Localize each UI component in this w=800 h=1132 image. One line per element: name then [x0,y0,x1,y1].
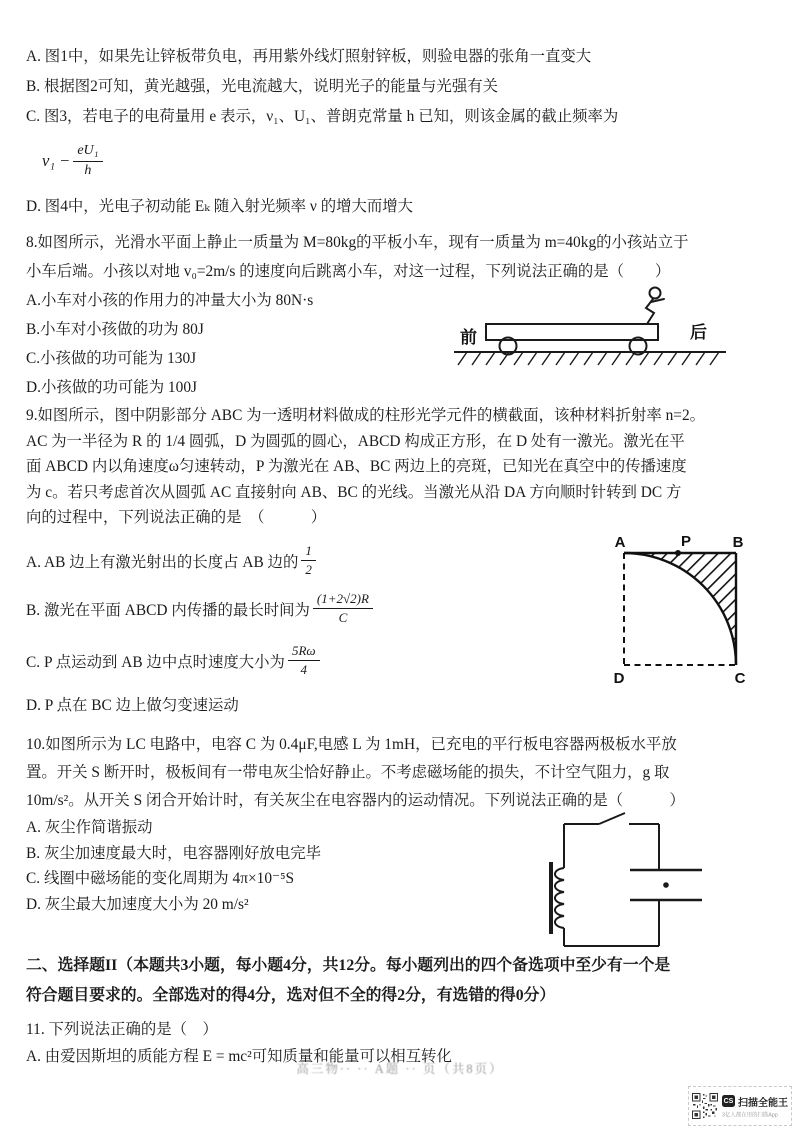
q9-option-a-numerator: 1 [301,544,316,561]
qr-code-icon [692,1093,718,1119]
q9-option-c-numerator: 5Rω [288,644,320,661]
q9-option-c-text: C. P 点运动到 AB 边中点时速度大小为 [26,653,285,671]
q11-stem: 11. 下列说法正确的是（ ） [26,1021,218,1038]
camscanner-logo-icon: CS [722,1095,735,1107]
hatched-lens-region [624,553,736,665]
q7-formula-denominator: h [84,162,92,178]
q9-option-d: D. P 点在 BC 边上做匀变速运动 [26,696,239,714]
q10-option-d: D. 灰尘最大加速度大小为 20 m/s² [26,895,249,913]
q11-option-a: A. 由爱因斯坦的质能方程 E = mc²可知质量和能量可以相互转化 [26,1048,452,1065]
switch-blade [599,813,625,824]
q7-formula-prefix: ν₁ − [42,151,71,170]
dust-particle-dot [663,882,669,888]
q8-stem-line-2: 小车后端。小孩以对地 v₀=2m/s 的速度向后跳离小车，对这一过程，下列说法正确的是（ ） [26,263,671,280]
q9-stem-line-4: 为 c。若只考虑首次从圆弧 AC 直接射向 AB、BC 的光线。当激光从沿 DA 方向顺时针转到 DC 方 [26,483,682,501]
q9-stem-line-3: 面 ABCD 内以角速度ω匀速转动，P 为激光在 AB、BC 两边上的亮斑，已知光在真空中的传播速度 [26,458,687,475]
page-footer: 高三物·· ·· A题 ·· 页（共8页） [296,1062,504,1076]
cart-front-label: 前 [460,328,477,347]
q9-stem-line-5: 向的过程中，下列说法正确的是 （ ） [26,509,327,526]
q9-option-a-denominator: 2 [305,562,312,577]
q10-stem-line-3: 10m/s²。从开关 S 闭合开始计时，有关灰尘在电容器内的运动情况。下列说法正确的是（ ） [26,792,685,809]
q7-option-d: D. 图4中，光电子初动能 Eₖ 随入射光频率 ν 的增大而增大 [26,198,414,215]
q7-formula [42,138,784,184]
label-d: D [613,670,625,687]
q8-option-d: D.小孩做的功可能为 100J [26,379,198,396]
q10-stem-line-1: 10.如图所示为 LC 电路中，电容 C 为 0.4μF,电感 L 为 1mH，已充电的平行板电容器两极板水平放 [26,736,677,753]
q9-option-c-fraction [288,644,320,676]
label-p: P [680,533,692,550]
section2-line-2: 符合题目要求的。全部选对的得4分，选对但不全的得2分，有选错的得0分） [26,986,556,1004]
point-p-dot [675,550,681,556]
q9-stem-line-2: AC 为一半径为 R 的 1/4 圆弧，D 为圆弧的圆心，ABCD 构成正方形，在 D 处有一激光。激光在平 [26,432,685,450]
q9-option-b-numerator: (1+2√2)R [313,592,373,609]
section2-header [26,951,784,1010]
q8-option-a: A.小车对小孩的作用力的冲量大小为 80N·s [26,292,314,309]
label-a: A [614,534,626,551]
label-b: B [732,534,744,551]
q10-option-a: A. 灰尘作简谐振动 [26,819,153,836]
watermark-subtitle: 3亿人都在用的扫描App [722,1112,778,1119]
q10-option-c: C. 线圈中磁场能的变化周期为 4π×10⁻⁵S [26,870,295,887]
q9-option-b-fraction [313,592,373,624]
q7-option-b: B. 根据图2可知，黄光越强，光电流越大，说明光子的能量与光强有关 [26,78,498,95]
q7-formula-fraction [73,144,102,178]
q8-option-c: C.小孩做的功可能为 130J [26,350,197,367]
q7-option-a: A. 图1中，如果先让锌板带负电，再用紫外线灯照射锌板，则验电器的张角一直变大 [26,48,592,65]
q9-option-a-text: A. AB 边上有激光射出的长度占 AB 边的 [26,553,299,571]
q9-option-a-fraction [301,544,316,576]
q8-stem-line-1: 8.如图所示，光滑水平面上静止一质量为 M=80kg的平板小车，现有一质量为 m=40kg的小孩站立于 [26,234,689,251]
q7-option-c: C. 图3，若电子的电荷量用 e 表示，ν₁、U₁、普朗克常量 h 已知，则该金属的截止频率为 [26,108,619,125]
q9-option-c-denominator: 4 [300,662,308,677]
inductor-coil [555,868,564,928]
q9-option-b-text: B. 激光在平面 ABCD 内传播的最长时间为 [26,601,310,619]
q10-stem-line-2: 置。开关 S 断开时，极板间有一带电灰尘恰好静止。不考虑磁场能的损失，不计空气阻力，g 取 [26,764,670,781]
cart-figure [446,280,736,375]
label-c: C [734,670,746,687]
q9-option-b-denominator: C [338,610,348,625]
child-stick-figure [646,288,664,325]
cart-back-label: 后 [690,323,707,342]
q8-option-b: B.小车对小孩做的功为 80J [26,321,204,338]
optics-square-figure [610,533,750,691]
q10-option-b: B. 灰尘加速度最大时，电容器刚好放电完毕 [26,844,321,862]
lc-circuit-figure [544,810,719,958]
scanner-watermark-badge [688,1086,792,1126]
q7-formula-numerator: eU₁ [73,144,102,162]
inductor-core-bar [549,862,553,934]
section2-line-1: 二、选择题II（本题共3小题，每小题4分，共12分。每小题列出的四个备选项中至少有一个是 [26,957,671,974]
ground-hatch [458,352,719,365]
q7-options [26,42,784,222]
watermark-title: 扫描全能王 [738,1097,788,1109]
q9-stem-line-1: 9.如图所示，图中阴影部分 ABC 为一透明材料做成的柱形光学元件的横截面，该种材料折射率 n=2。 [26,407,706,424]
